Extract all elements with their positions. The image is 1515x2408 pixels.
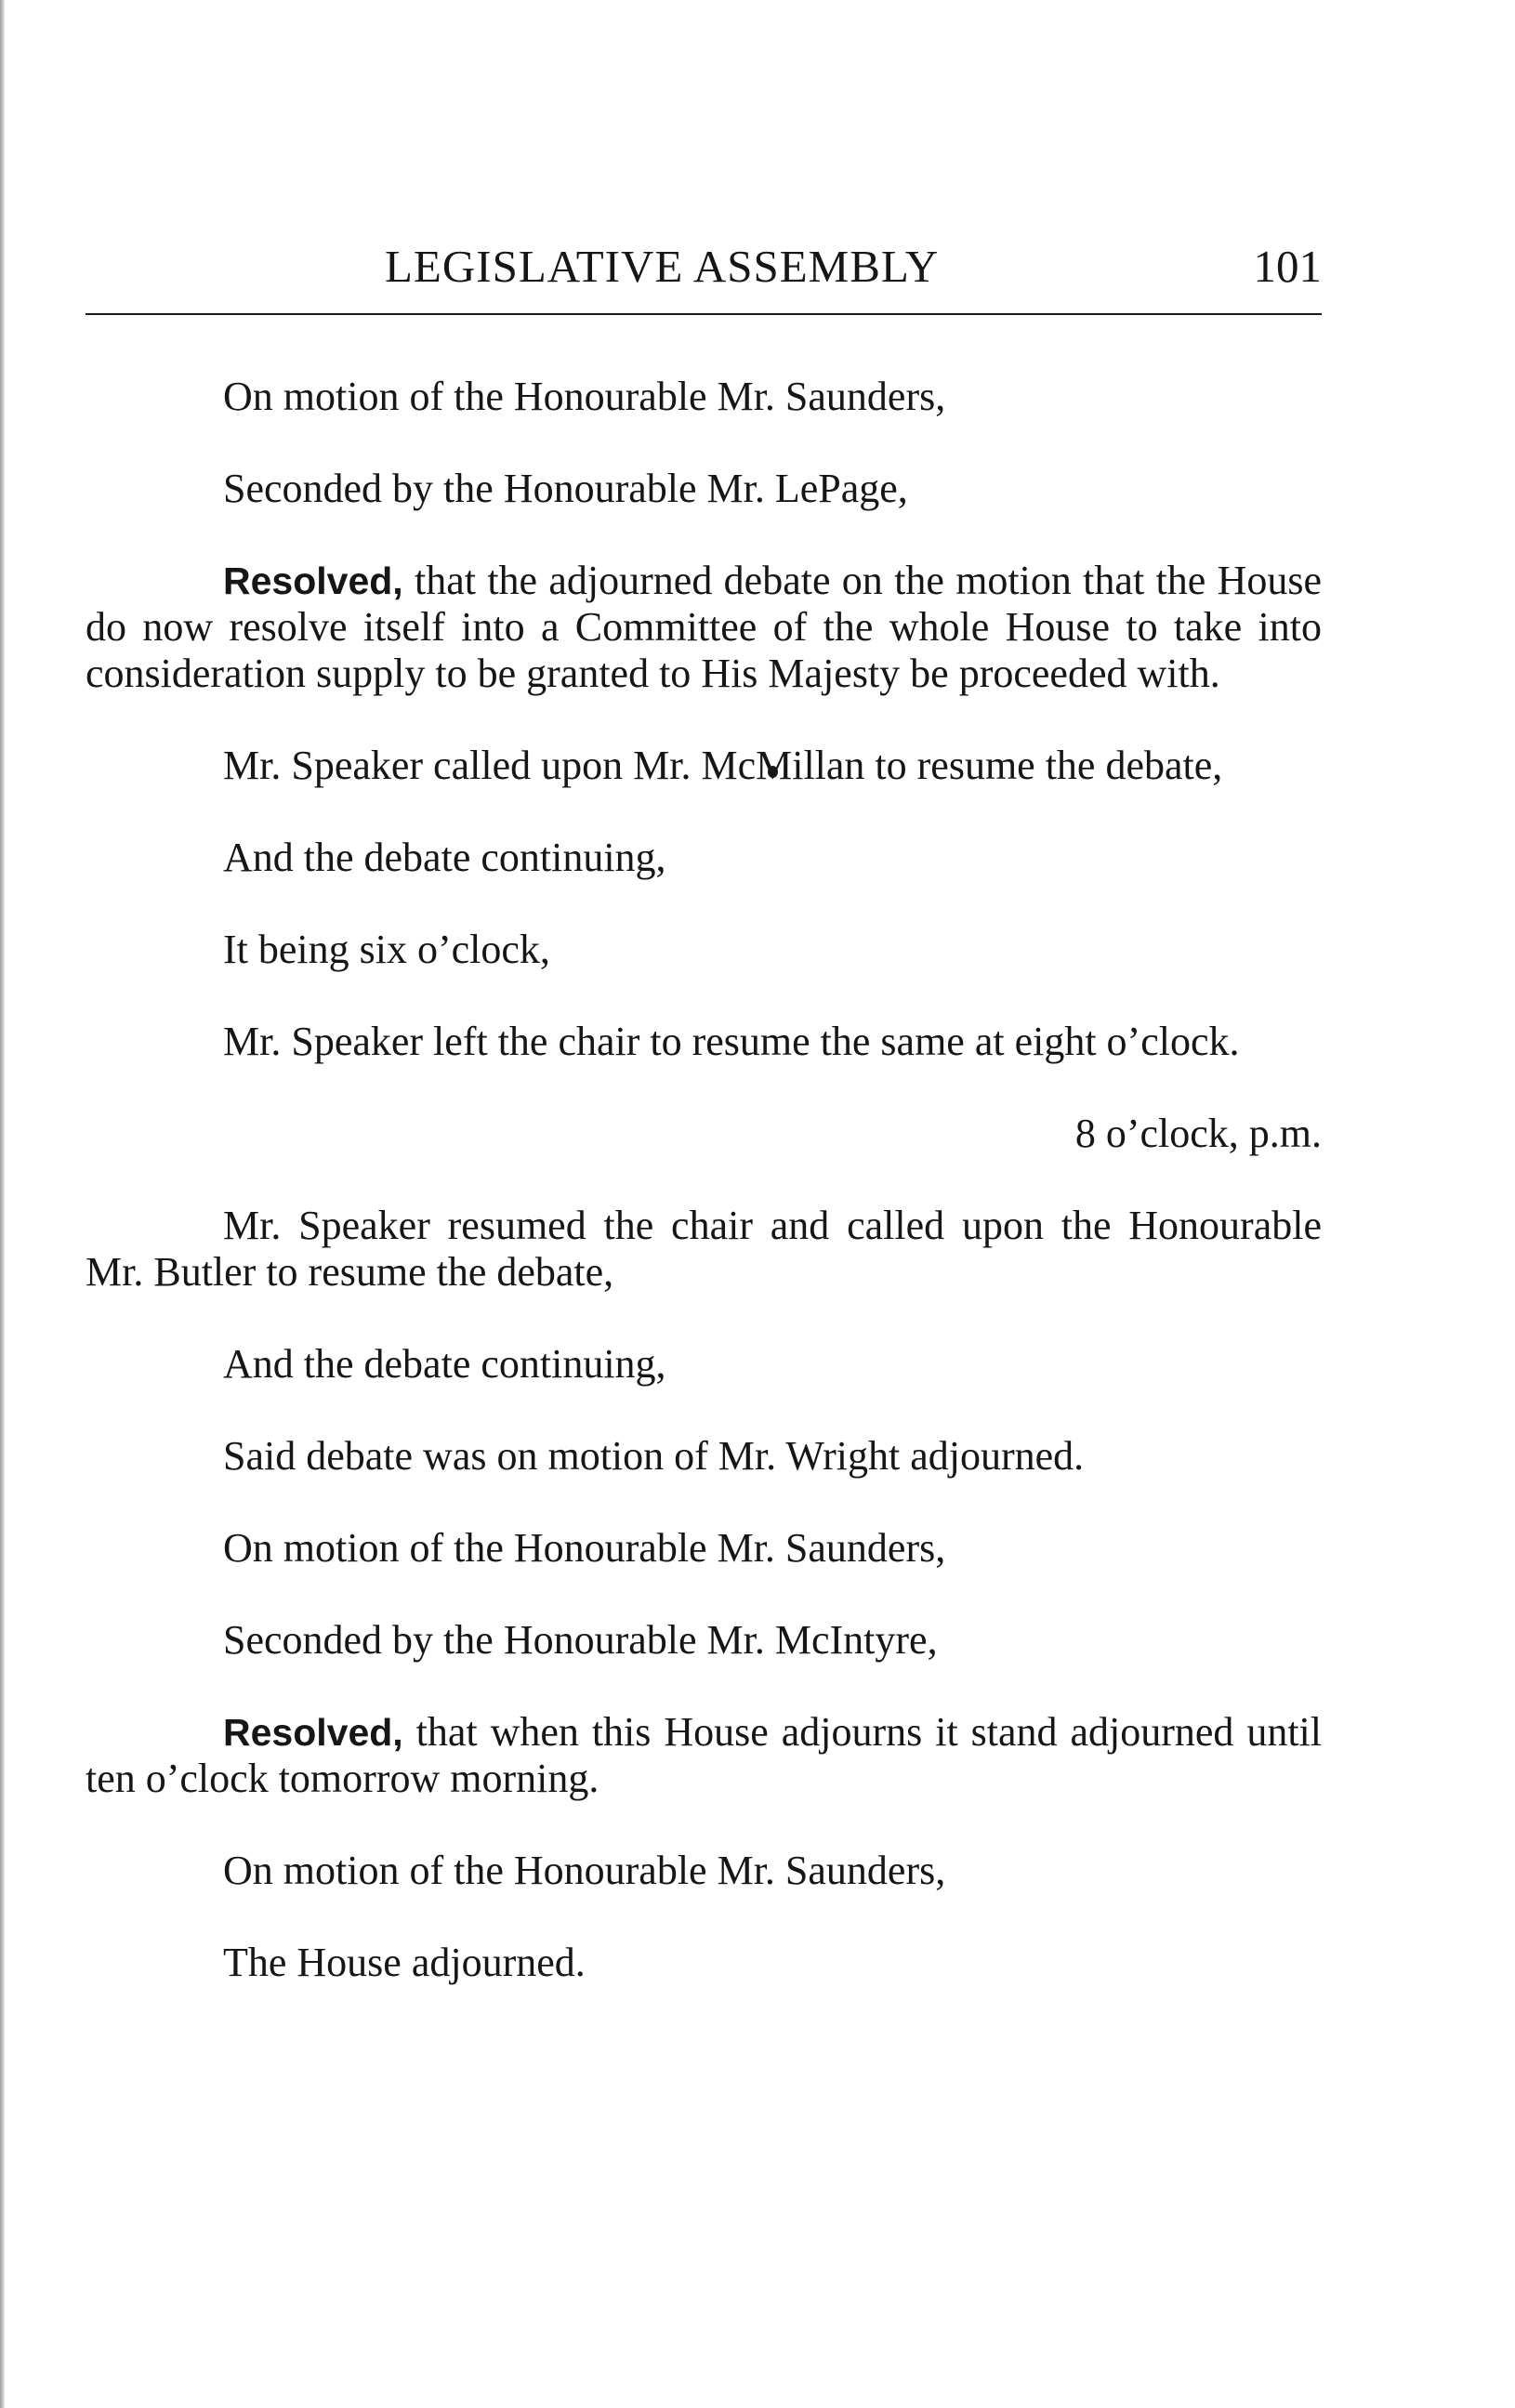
journal-body: [86, 374, 1322, 1986]
speaker-left-chair-paragraph: Mr. Speaker left the chair to resume the same at eight o’clock.: [223, 1019, 1240, 1064]
debate-continuing-paragraph-2: And the debate continuing,: [223, 1341, 666, 1387]
page-header: [86, 240, 1322, 305]
running-title: LEGISLATIVE ASSEMBLY: [385, 241, 940, 292]
page-spine-shadow: [0, 0, 5, 2408]
house-adjourned-paragraph: The House adjourned.: [223, 1940, 586, 1985]
speaker-paragraph: Mr. Speaker called upon Mr. McMillan to resume the debate,: [223, 743, 1223, 788]
speaker-resumed-paragraph: Mr. Speaker resumed the chair and called upon the Honourable Mr. Butler to resume the debate,: [86, 1203, 1322, 1295]
resolved-label-2: Resolved,: [223, 1711, 403, 1754]
debate-continuing-paragraph: And the debate continuing,: [223, 835, 666, 880]
seconded-paragraph: Seconded by the Honourable Mr. LePage,: [223, 466, 908, 511]
time-heading: 8 o’clock, p.m.: [1074, 1111, 1322, 1156]
motion-paragraph-3: On motion of the Honourable Mr. Saunders,: [223, 1848, 946, 1893]
motion-paragraph: On motion of the Honourable Mr. Saunders,: [223, 374, 946, 419]
motion-paragraph-2: On motion of the Honourable Mr. Saunders,: [223, 1525, 946, 1571]
resolved-label: Resolved,: [223, 559, 403, 602]
resolution-paragraph: Resolved, that the adjourned debate on the motion that the House do now resolve itself into a Committee of the whole House to take into consideration supply to be granted to His Majesty be proceeded with.: [86, 558, 1322, 696]
six-oclock-paragraph: It being six o’clock,: [223, 927, 550, 972]
seconded-paragraph-2: Seconded by the Honourable Mr. McIntyre,: [223, 1617, 938, 1663]
header-rule: [86, 313, 1322, 315]
debate-adjourned-paragraph: Said debate was on motion of Mr. Wright adjourned.: [223, 1433, 1085, 1479]
page-number: 101: [1253, 241, 1322, 292]
resolution-paragraph-2: Resolved, that when this House adjourns it stand adjourned until ten o’clock tomorrow morning.: [86, 1709, 1322, 1801]
